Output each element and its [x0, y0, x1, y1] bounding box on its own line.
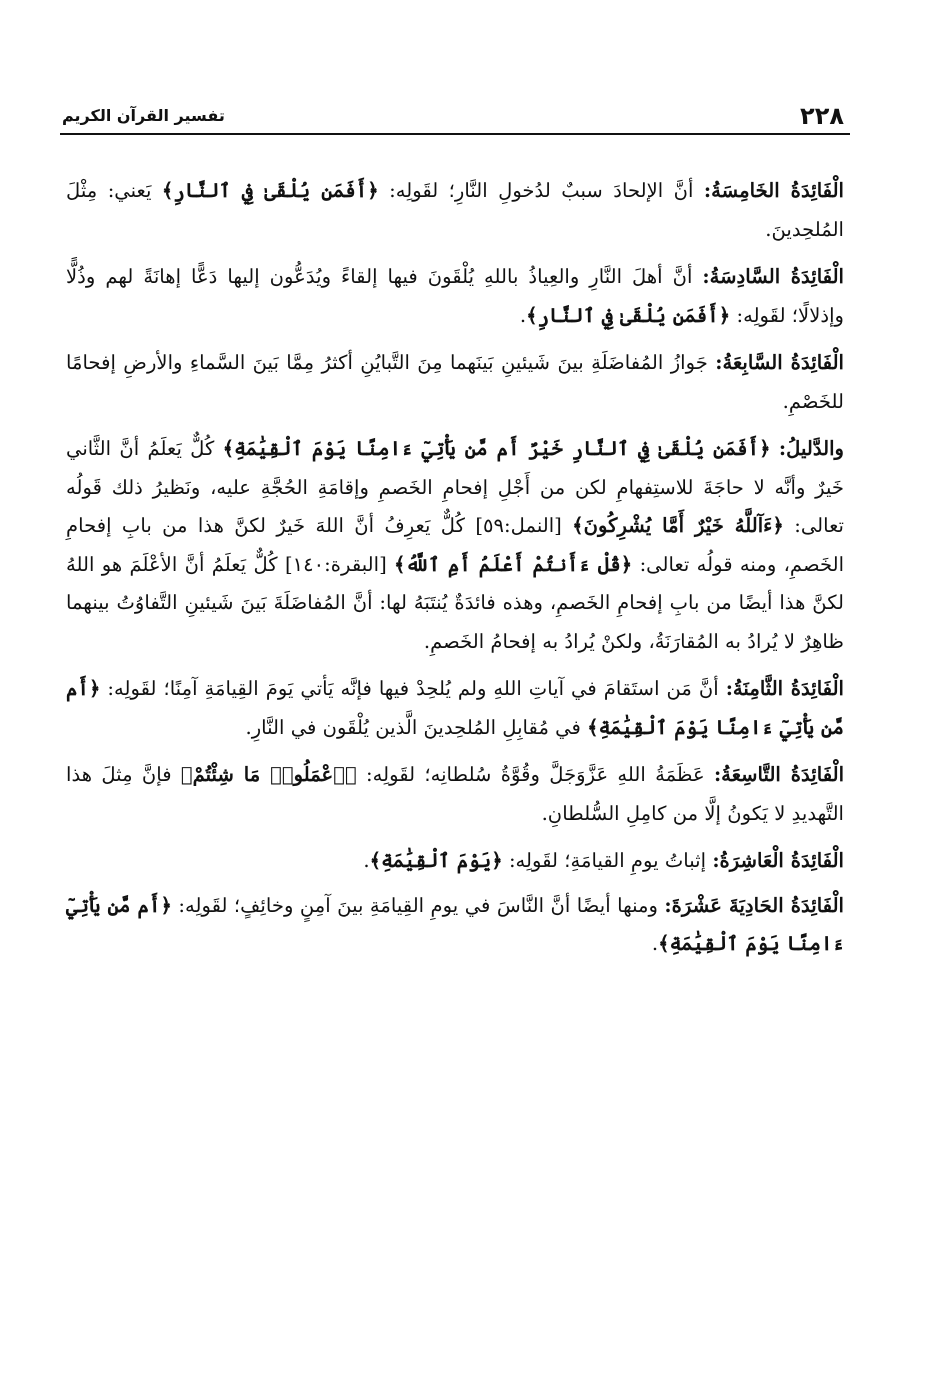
verse-reference: [النمل:٥٩] — [475, 514, 573, 537]
page-header — [62, 98, 848, 130]
quran-quote: ﴿أَفَمَن يُلْقَىٰ فِي ٱلنَّارِ﴾ — [161, 179, 379, 202]
paragraph-text: ومنها أيضًا أنَّ النَّاسَ في يومِ القِيامَةِ بينَ آمِنٍ وخائِفٍ؛ لقَولِه: — [171, 893, 665, 917]
paragraph-text: كُلٌّ يَعلَمُ أنَّ الثَّاني خَيرٌ وأنَّه لا حاجَةَ للاستِفهامِ لكن من أَجْلِ إفحامِ الخَصمِ وإقامَةِ الحُجَّةِ عليه، ونَظيرُ ذلك قَولُه تعالى: — [66, 437, 844, 537]
paragraph-text: أنَّ الإلحادَ سببٌ لدُخولِ النَّارِ؛ لقَولِه: — [378, 179, 704, 202]
paragraph-text: كُلٌّ يَعرِفُ أنَّ اللهَ خَيرٌ لكنَّ هذا من بابِ إفحامِ الخَصمِ، ومنه قولُه تعالى: — [66, 514, 845, 576]
page-body — [66, 172, 844, 973]
paragraph-benefit-10 — [66, 842, 844, 881]
paragraph-text: فإنَّ مِثلَ هذا التَّهديدِ لا يَكونُ إلَّا من كامِلِ السُّلطانِ. — [66, 763, 844, 825]
book-title: تفسير القرآن الكريم — [62, 106, 225, 125]
paragraph-text: جَوازُ المُفاضَلَةِ بينَ شَيئينِ بَينَهما مِنَ التَّبايُنِ أكثرُ مِمَّا بَينَ السَّماءِ والأرضِ إفحامًا للخَصْمِ. — [66, 351, 844, 413]
paragraph-text: كُلٌّ يَعلَمُ أنَّ الأعْلَمَ هو اللهُ لكنَّ هذا أيضًا من بابِ إفحامِ الخَصمِ، وهذه فائدَةٌ يُنتَبَهُ لها: أنَّ المُفاضَلَةَ بَينَ شَيئينِ التَّفاوُتُ بينهما ظاهِرٌ لا يُرادُ به المُقارَنَةُ، ولكنْ يُرادُ به إفحامُ الخَصمِ. — [66, 552, 844, 653]
paragraph-text: أنَّ أهلَ النَّارِ والعِياذُ باللهِ يُلْقَونَ فيها إلقاءً ويُدَعُّون إليها دَعًّا إهانَةً لهم وذُلًّا وإذلالًا؛ لقَولِه: — [66, 265, 844, 327]
quran-quote: ﴿أَم مَّن يَأْتِيٓ ءَامِنًا يَوْمَ ٱلْقِيَٰمَةِ﴾ — [66, 893, 844, 955]
paragraph-benefit-8 — [66, 670, 844, 747]
paragraph-text: يَعني: مِثْلَ المُلحِدينَ. — [66, 179, 844, 241]
benefit-label: الْفَائِدَةُ السَّادِسَةُ: — [702, 265, 844, 288]
quran-quote: ﴿يَوْمَ ٱلْقِيَٰمَةِ﴾ — [369, 849, 503, 872]
paragraph-benefit-5 — [66, 172, 844, 249]
paragraph-benefit-6 — [66, 258, 844, 335]
benefit-label: الْفَائِدَةُ السَّابِعَةُ: — [715, 351, 844, 374]
benefit-label: الْفَائِدَةُ الْعَاشِرَةُ: — [712, 849, 844, 872]
paragraph-text: أنَّ مَن استَقامَ في آياتِ اللهِ ولم يُلحِدْ فيها فإنَّه يَأتي يَومَ القِيامَةِ آمِنًا؛ لقَولِه: — [100, 677, 726, 700]
quran-quote: ﴿أَفَمَن يُلْقَىٰ فِي ٱلنَّارِ﴾ — [526, 303, 731, 327]
paragraph-text: . — [651, 932, 659, 955]
evidence-label: والدَّليلُ: — [778, 437, 844, 460]
paragraph-text: إثباتُ يومِ القيامَةِ؛ لقَولِه: — [502, 849, 713, 872]
paragraph-text: عَظَمَةُ اللهِ عَزَّوَجَلَّ وقُوَّةُ سُلطانِه؛ لقَولِه: — [356, 763, 714, 786]
quran-quote: ﴿أَم مَّن يَأْتِيٓ ءَامِنًا يَوْمَ ٱلْقِيَٰمَةِ﴾ — [66, 677, 844, 739]
paragraph-text: في مُقابِلِ المُلحِدينَ الَّذين يُلْقَون في النَّارِ. — [245, 715, 588, 739]
quran-quote: ﴿ٱعْمَلُوا۟ مَا شِئْتُمْ﴾ — [180, 763, 357, 786]
quran-quote: ﴿قُلْ ءَأَنتُمْ أَعْلَمُ أَمِ ٱللَّهُ﴾ — [394, 552, 633, 576]
quran-quote: ﴿أَفَمَن يُلْقَىٰ فِي ٱلنَّارِ خَيْرٌ أَم مَّن يَأْتِيٓ ءَامِنًا يَوْمَ ٱلْقِيَٰمَةِ﴾ — [222, 437, 771, 460]
benefit-label: الْفَائِدَةُ الخَامِسَةُ: — [703, 179, 844, 202]
benefit-label: الْفَائِدَةُ الحَادِيَةَ عَشْرَةَ: — [664, 893, 844, 917]
paragraph-text: . — [363, 849, 370, 872]
verse-reference: [البقرة:١٤٠] — [284, 552, 395, 576]
header-rule — [60, 133, 850, 135]
benefit-label: الْفَائِدَةُ الثَّامِنَةُ: — [725, 677, 844, 700]
paragraph-evidence — [66, 430, 844, 661]
benefit-label: الْفَائِدَةُ التَّاسِعَةُ: — [713, 763, 845, 786]
page-number: ٢٢٨ — [800, 102, 844, 130]
paragraph-benefit-9 — [66, 756, 844, 833]
quran-quote: ﴿ءَآللَّهُ خَيْرٌ أَمَّا يُشْرِكُونَ﴾ — [572, 514, 784, 537]
paragraph-benefit-7 — [66, 344, 844, 421]
paragraph-text: . — [519, 303, 527, 327]
paragraph-benefit-11 — [66, 887, 844, 964]
paragraph-text — [771, 437, 779, 460]
